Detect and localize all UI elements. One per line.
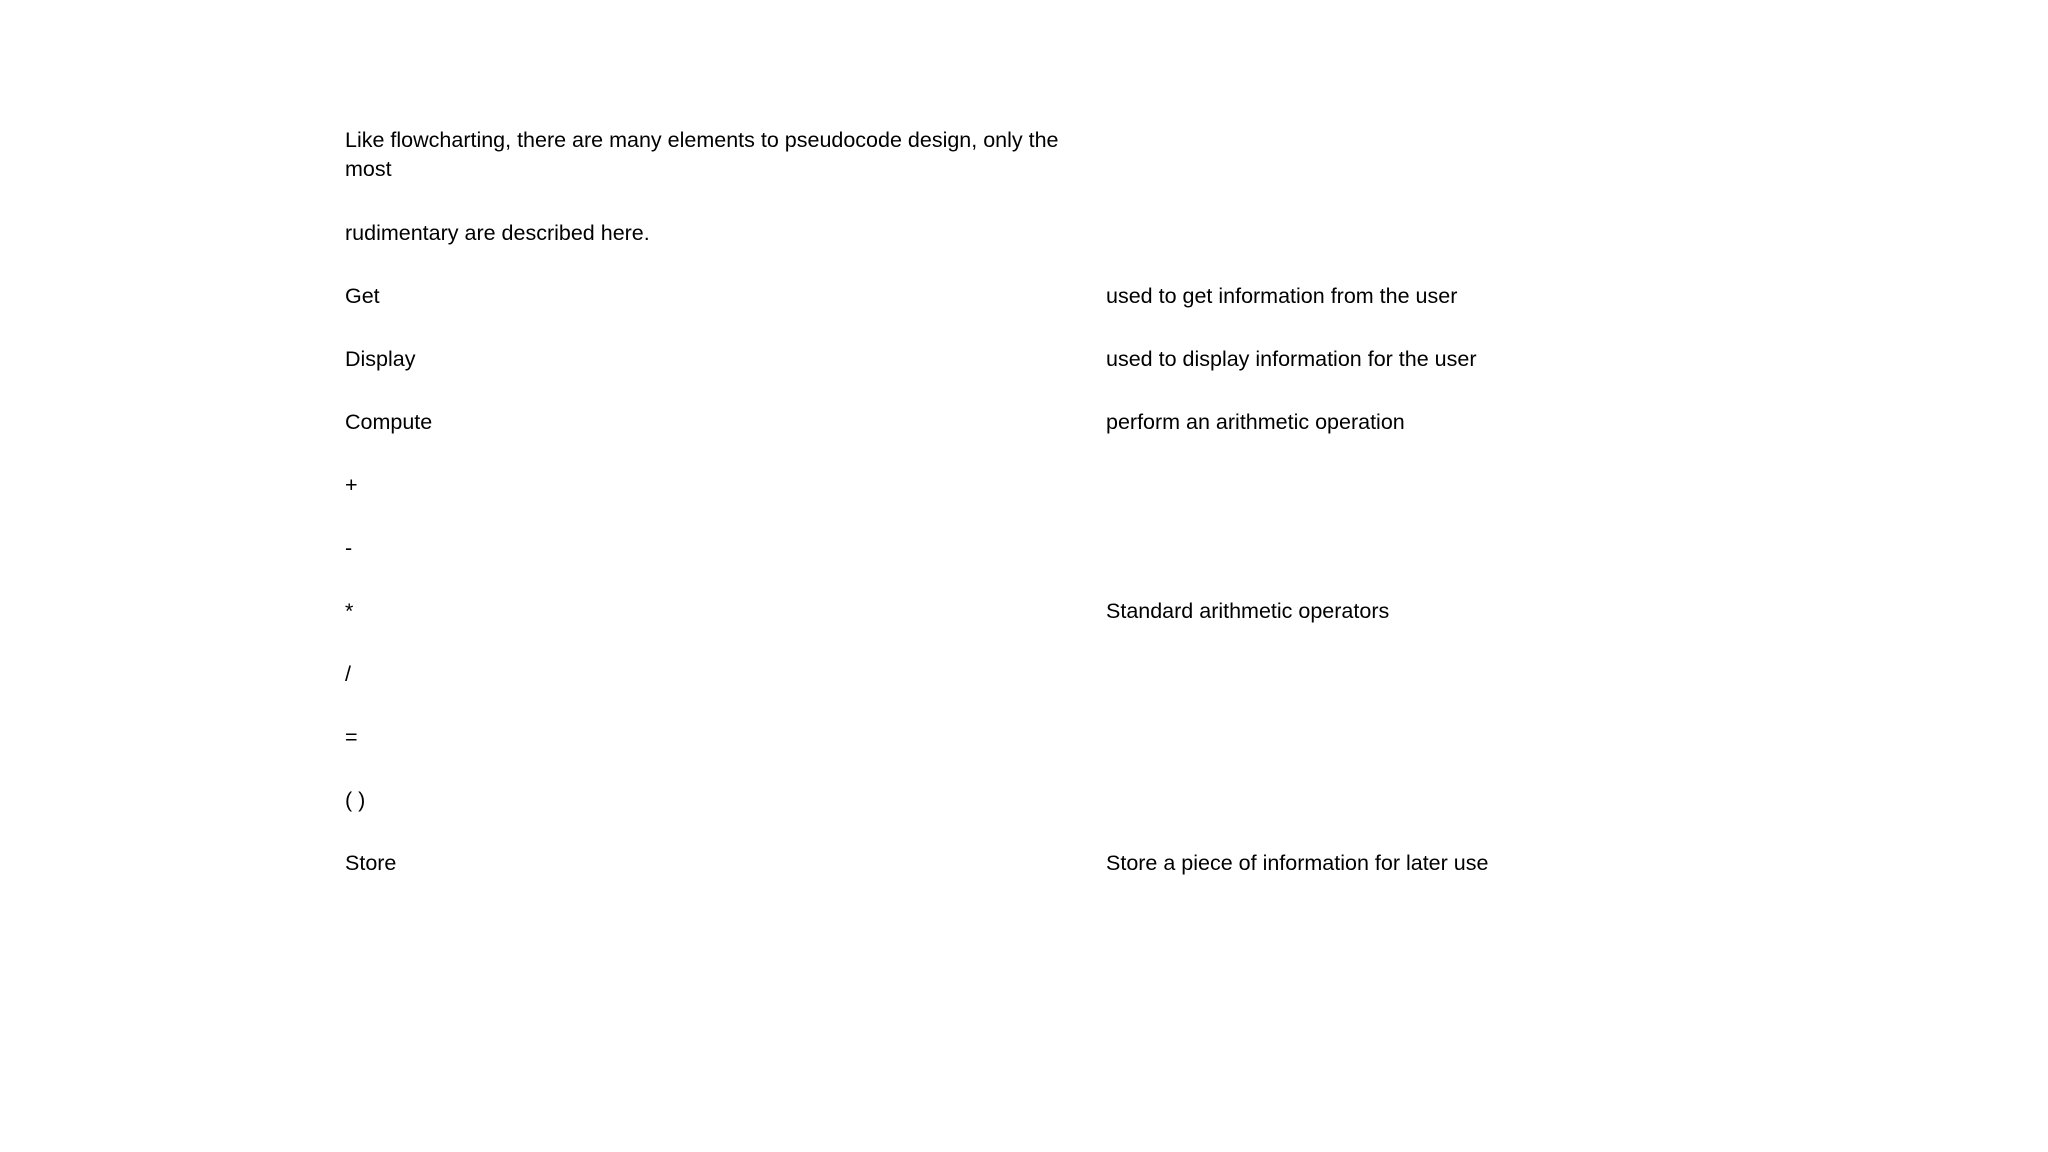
- term-label: /: [345, 662, 351, 686]
- term-description: used to get information from the user: [1106, 284, 1458, 308]
- term-description: Standard arithmetic operators: [1106, 599, 1390, 623]
- term-description: Store a piece of information for later use: [1106, 851, 1489, 875]
- definition-row-display: [345, 343, 1745, 375]
- definition-row-multiply: [345, 595, 1745, 627]
- definition-row-compute: [345, 406, 1745, 438]
- term-label: =: [345, 725, 358, 749]
- definition-row-store: [345, 847, 1745, 879]
- definition-row-get: [345, 280, 1745, 312]
- term-label: Store: [345, 851, 397, 875]
- term-label: -: [345, 536, 353, 560]
- definition-row-divide: [345, 658, 1745, 690]
- term-label: *: [345, 599, 354, 623]
- definition-row-parentheses: [345, 784, 1745, 816]
- term-label: Display: [345, 347, 416, 371]
- term-description: perform an arithmetic operation: [1106, 410, 1405, 434]
- intro-text-continued: rudimentary are described here.: [345, 221, 650, 245]
- term-label: Get: [345, 284, 380, 308]
- term-label: ( ): [345, 788, 366, 812]
- term-description: used to display information for the user: [1106, 347, 1477, 371]
- term-label: Compute: [345, 410, 433, 434]
- definition-row-plus: [345, 469, 1745, 501]
- intro-text: Like flowcharting, there are many elements to pseudocode design, only the most: [345, 128, 1059, 181]
- definition-row-minus: [345, 532, 1745, 564]
- definition-row-equals: [345, 721, 1745, 753]
- term-label: +: [345, 473, 358, 497]
